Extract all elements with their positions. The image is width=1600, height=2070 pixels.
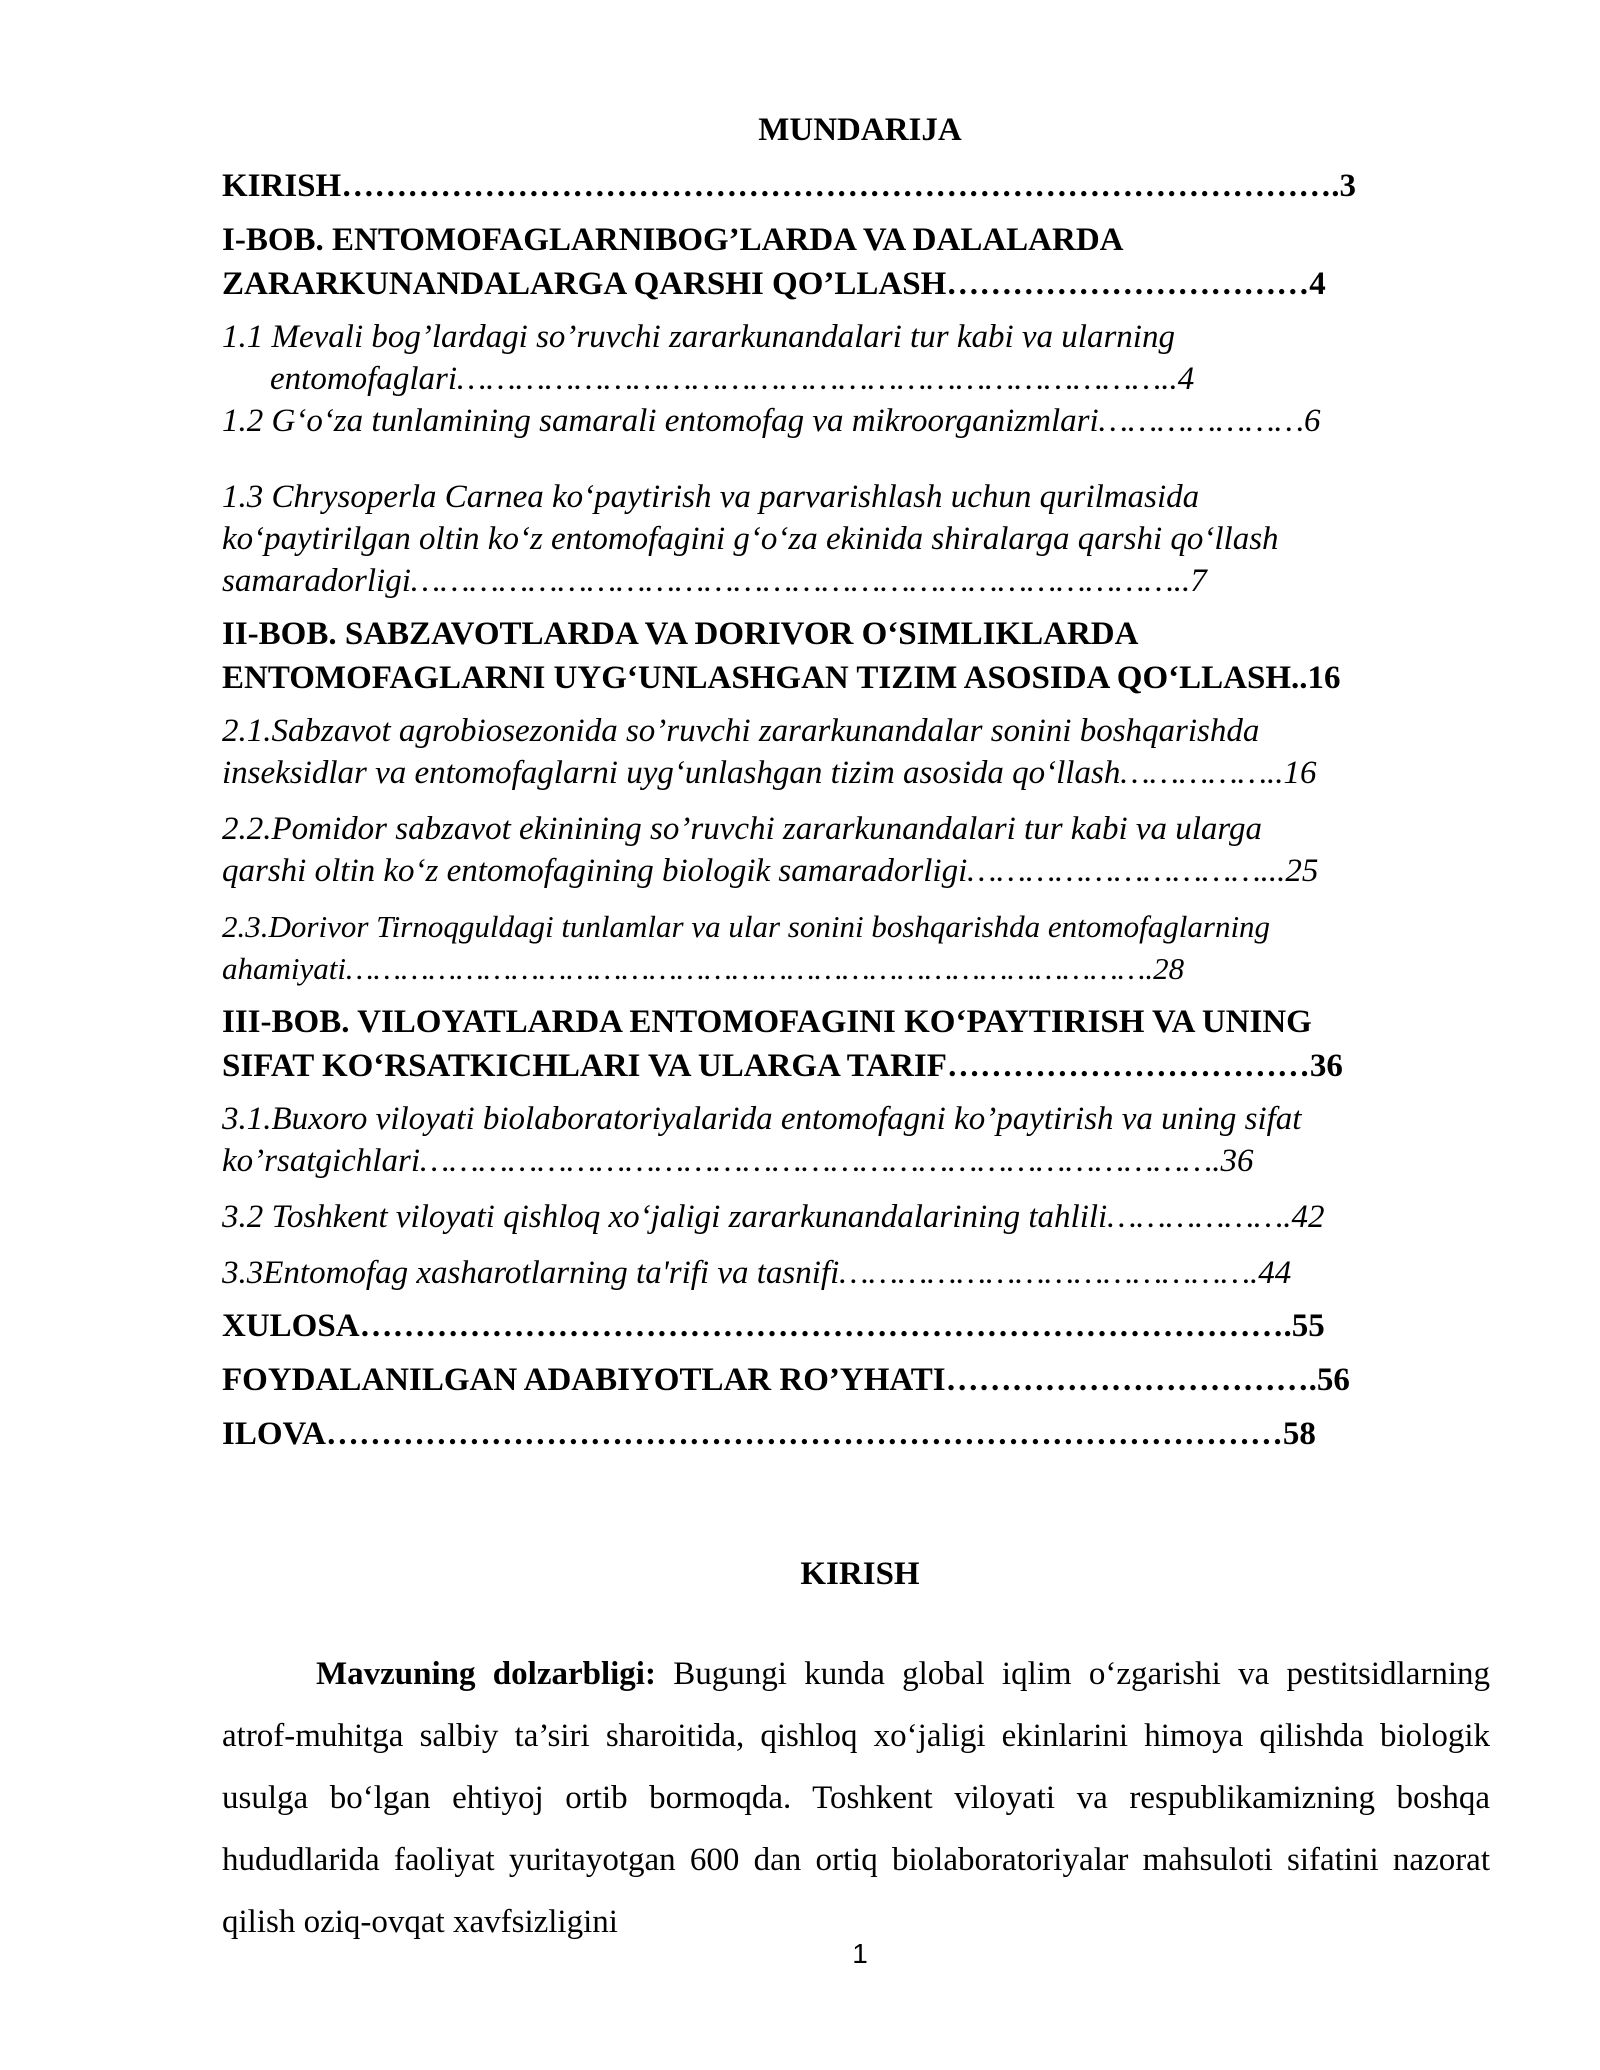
toc-entry-3-3[interactable]: [222, 1252, 1490, 1294]
toc-entry-text: ILOVA……………………………………………………………………………58: [222, 1416, 1316, 1452]
toc-entry-chapter-1[interactable]: [222, 218, 1490, 306]
toc-entry-text: KIRISH……………………………………………………………………………….3: [222, 168, 1356, 204]
toc-entry-line: III-BOB. VILOYATLARDA ENTOMOFAGINI KO‘PAYTIRISH VA UNING: [222, 1004, 1312, 1040]
toc-entry-2-2[interactable]: [222, 808, 1490, 892]
toc-entry-line: I-BOB. ENTOMOFAGLARNIBOG’LARDA VA DALALARDA: [222, 222, 1124, 258]
table-of-contents: [222, 164, 1490, 1456]
toc-entry-line: 2.2.Pomidor sabzavot ekinining so’ruvchi zararkunandalari tur kabi va ularga: [222, 811, 1263, 847]
toc-entry-3-1[interactable]: [222, 1098, 1490, 1182]
toc-entry-line: ahamiyati…………………………………………………………………………….28: [222, 951, 1185, 986]
toc-entry-line: SIFAT KO‘RSATKICHLARI VA ULARGA TARIF……………………………36: [222, 1048, 1343, 1084]
toc-entry-line: inseksidlar va entomofaglarni uyg‘unlashgan tizim asosida qo‘llash……………..16: [222, 755, 1317, 791]
toc-entry-line: samaradorligi……………………………………………………………………..7: [222, 563, 1207, 599]
section-title-kirish: KIRISH: [800, 1556, 920, 1592]
toc-entry-line: 1.1 Mevali bog’lardagi so’ruvchi zararkunandalari tur kabi va ularning: [222, 319, 1175, 355]
toc-entry-2-1[interactable]: [222, 710, 1490, 794]
toc-entry-1-2[interactable]: [222, 400, 1490, 442]
toc-entry-ilova[interactable]: [222, 1412, 1490, 1456]
toc-entry-line: ko‘paytirilgan oltin ko‘z entomofagini g‘o‘za ekinida shiralarga qarshi qo‘llash: [222, 521, 1279, 557]
toc-entry-3-2[interactable]: [222, 1196, 1490, 1238]
toc-entry-1-1[interactable]: [222, 316, 1490, 400]
toc-entry-line: entomofaglari………………………………………………………………..4: [270, 361, 1195, 397]
toc-entry-line: ENTOMOFAGLARNI UYG‘UNLASHGAN TIZIM ASOSIDA QO‘LLASH..16: [222, 660, 1341, 696]
toc-entry-line: II-BOB. SABZAVOTLARDA VA DORIVOR O‘SIMLIKLARDA: [222, 616, 1139, 652]
toc-entry-text: 3.3Entomofag xasharotlarning ta'rifi va tasnifi…………………………………….44: [222, 1255, 1292, 1291]
toc-entry-line: ko’rsatgichlari……………………………………………………………………….36: [222, 1143, 1254, 1179]
toc-entry-xulosa[interactable]: [222, 1304, 1490, 1348]
intro-paragraph: [222, 1643, 1490, 1953]
page-number: 1: [852, 1938, 868, 1969]
toc-entry-2-3[interactable]: [222, 906, 1490, 990]
toc-entry-text: FOYDALANILGAN ADABIYOTLAR RO’YHATI…………………………….56: [222, 1362, 1350, 1398]
toc-entry-chapter-2[interactable]: [222, 612, 1490, 700]
intro-lead: Mavzuning dolzarbligi:: [316, 1656, 656, 1692]
toc-entry-line: ZARARKUNANDALARGA QARSHI QO’LLASH……………………………4: [222, 266, 1326, 302]
toc-entry-1-3[interactable]: [222, 476, 1490, 602]
toc-entry-line: 1.3 Chrysoperla Carnea ko‘paytirish va parvarishlash uchun qurilmasida: [222, 479, 1200, 515]
toc-title: MUNDARIJA: [758, 112, 962, 148]
toc-entry-line: 3.1.Buxoro viloyati biolaboratoriyalarida entomofagni ko’paytirish va uning sifat: [222, 1101, 1302, 1137]
toc-entry-kirish[interactable]: [222, 164, 1490, 208]
toc-entry-chapter-3[interactable]: [222, 1000, 1490, 1088]
toc-entry-text: XULOSA………………………………………………………………………….55: [222, 1308, 1325, 1344]
toc-entry-references[interactable]: [222, 1358, 1490, 1402]
toc-entry-text: 3.2 Toshkent viloyati qishloq xo‘jaligi zararkunandalarining tahlili……………….42: [222, 1199, 1325, 1235]
toc-entry-text: 1.2 G‘o‘za tunlamining samarali entomofag va mikroorganizmlari…………………6: [222, 403, 1321, 439]
toc-entry-line: 2.3.Dorivor Tirnoqguldagi tunlamlar va ular sonini boshqarishda entomofaglarning: [222, 909, 1271, 944]
toc-entry-line: 2.1.Sabzavot agrobiosezonida so’ruvchi zararkunandalar sonini boshqarishda: [222, 713, 1260, 749]
toc-entry-line: qarshi oltin ko‘z entomofagining biologik samaradorligi…………………………...25: [222, 853, 1319, 889]
intro-body: Bugungi kunda global iqlim o‘zgarishi va pestitsidlarning atrof-muhitga salbiy ta’siri sharoitida, qishloq xo‘jaligi ekinlarini himoya qilishda biologik usulga bo‘lgan ehtiyoj ortib bormoqda. Toshkent viloyati va respublikamizning boshqa hududlarida faoliyat yuritayotgan 600 dan ortiq biolaboratoriyalar mahsuloti sifatini nazorat qilish oziq-ovqat xavfsizligini: [222, 1656, 1490, 1940]
